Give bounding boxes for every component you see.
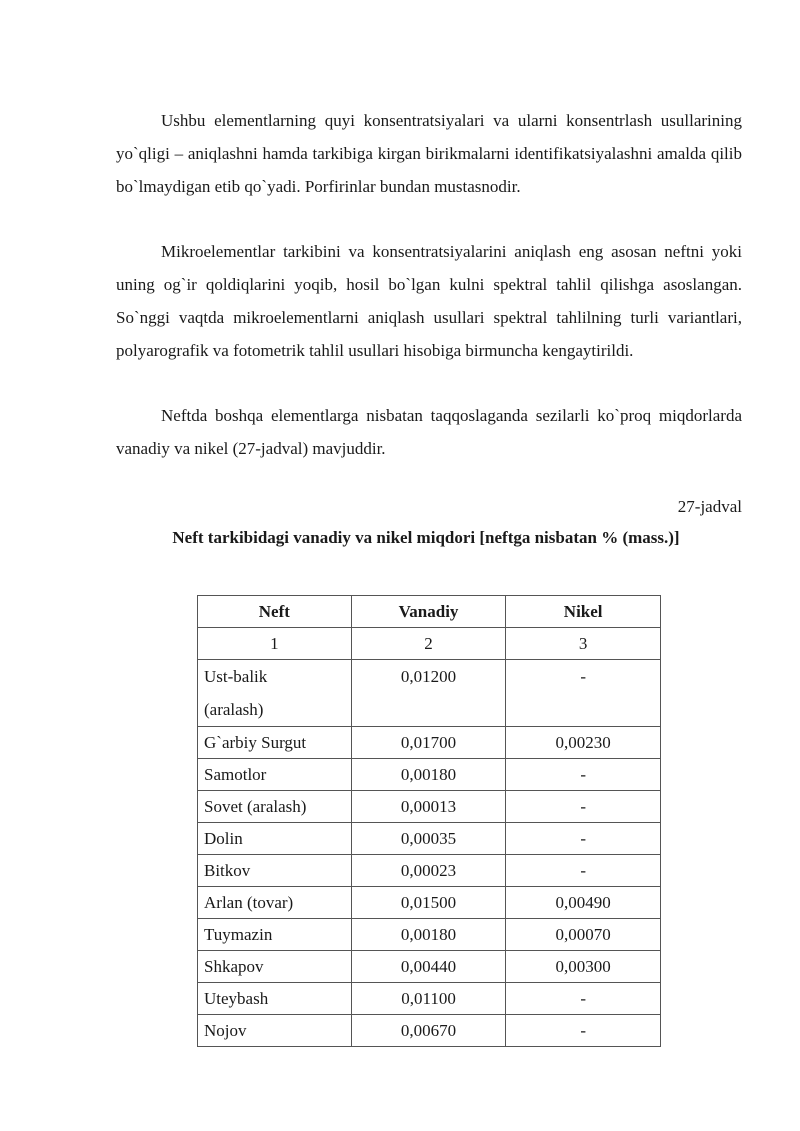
table-row xyxy=(198,727,661,759)
nikel-cell: 0,00300 xyxy=(506,951,661,983)
neft-cell: Dolin xyxy=(198,823,352,855)
table-row xyxy=(198,660,661,727)
vanadiy-cell: 0,01100 xyxy=(351,983,506,1015)
column-number: 1 xyxy=(198,628,352,660)
vanadiy-cell: 0,00035 xyxy=(351,823,506,855)
table-row xyxy=(198,759,661,791)
neft-cell: Bitkov xyxy=(198,855,352,887)
neft-cell: Samotlor xyxy=(198,759,352,791)
paragraph-3 xyxy=(116,399,742,465)
vanadiy-cell: 0,00023 xyxy=(351,855,506,887)
table-row xyxy=(198,1015,661,1047)
header-neft: Neft xyxy=(198,596,352,628)
paragraph-2 xyxy=(116,235,742,367)
table-row xyxy=(198,823,661,855)
neft-cell: Tuymazin xyxy=(198,919,352,951)
vanadiy-cell: 0,01200 xyxy=(351,660,506,727)
paragraph-1 xyxy=(116,104,742,203)
paragraph-text: Neftda boshqa elementlarga nisbatan taqqoslaganda sezilarli ko`proq miqdorlarda vanadiy va nikel (27-jadval) mavjuddir. xyxy=(116,406,742,458)
nikel-cell: - xyxy=(506,660,661,727)
column-number: 2 xyxy=(351,628,506,660)
neft-cell: Sovet (aralash) xyxy=(198,791,352,823)
table-row xyxy=(198,951,661,983)
table-row xyxy=(198,983,661,1015)
nikel-cell: - xyxy=(506,823,661,855)
table-row xyxy=(198,887,661,919)
table-row xyxy=(198,855,661,887)
data-table xyxy=(197,595,661,1047)
vanadiy-cell: 0,00670 xyxy=(351,1015,506,1047)
column-number-row xyxy=(198,628,661,660)
neft-cell: Shkapov xyxy=(198,951,352,983)
table-number: 27-jadval xyxy=(677,497,742,516)
table-row xyxy=(198,919,661,951)
nikel-cell: - xyxy=(506,983,661,1015)
neft-cell xyxy=(198,660,352,727)
neft-name-line2: (aralash) xyxy=(204,700,264,719)
paragraph-text: Ushbu elementlarning quyi konsentratsiyalari va ularni konsentrlash usullarining yo`qligi – aniqlashni hamda tarkibiga kirgan birikmalarni identifikatsiyalashni amalda qilib bo`lmaydigan etib qo`yadi. Porfirinlar bundan mustasnodir. xyxy=(116,111,742,196)
header-nikel: Nikel xyxy=(506,596,661,628)
neft-name-line1: Ust-balik xyxy=(204,667,268,686)
header-vanadiy: Vanadiy xyxy=(351,596,506,628)
neft-cell: Arlan (tovar) xyxy=(198,887,352,919)
nikel-cell: 0,00230 xyxy=(506,727,661,759)
vanadiy-cell: 0,00180 xyxy=(351,919,506,951)
nikel-cell: - xyxy=(506,791,661,823)
table-header-row xyxy=(198,596,661,628)
vanadiy-cell: 0,00013 xyxy=(351,791,506,823)
nikel-cell: 0,00490 xyxy=(506,887,661,919)
nikel-cell: - xyxy=(506,1015,661,1047)
vanadiy-cell: 0,00440 xyxy=(351,951,506,983)
column-number: 3 xyxy=(506,628,661,660)
nikel-cell: - xyxy=(506,855,661,887)
vanadiy-cell: 0,00180 xyxy=(351,759,506,791)
table-title: Neft tarkibidagi vanadiy va nikel miqdori [neftga nisbatan % (mass.)] xyxy=(172,528,680,547)
paragraph-text: Mikroelementlar tarkibini va konsentratsiyalarini aniqlash eng asosan neftni yoki uning og`ir qoldiqlarini yoqib, hosil bo`lgan kulni spektral tahlil qilishga asoslangan. So`nggi vaqtda mikroelementlarni aniqlash usullari spektral tahlilning turli variantlari, polyarografik va fotometrik tahlil usullari hisobiga birmuncha kengaytirildi. xyxy=(116,242,742,360)
vanadiy-cell: 0,01700 xyxy=(351,727,506,759)
neft-cell: G`arbiy Surgut xyxy=(198,727,352,759)
table-row xyxy=(198,791,661,823)
nikel-cell: 0,00070 xyxy=(506,919,661,951)
neft-cell: Nojov xyxy=(198,1015,352,1047)
neft-cell: Uteybash xyxy=(198,983,352,1015)
vanadiy-cell: 0,01500 xyxy=(351,887,506,919)
nikel-cell: - xyxy=(506,759,661,791)
